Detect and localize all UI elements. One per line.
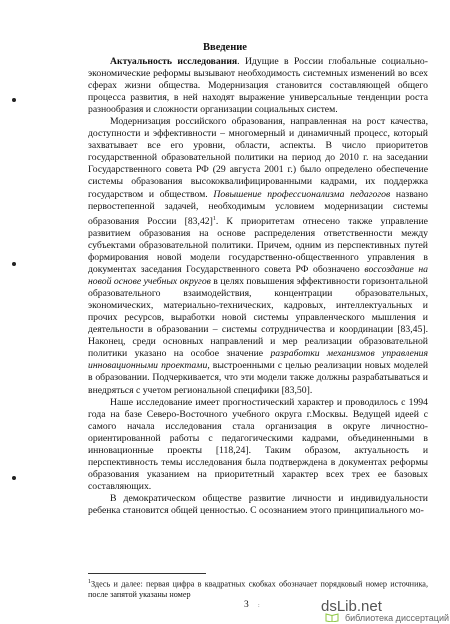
watermark-brand: dsLib.net <box>321 598 382 615</box>
margin-dot <box>12 262 16 266</box>
page-number: 3 <box>244 600 249 610</box>
book-icon <box>325 613 339 622</box>
paragraph-text: Модернизация российского образования, направленная на рост качества, доступности и эффективности – многомерный и динамичный процесс, который захватывает все его уровни, области, аспекты. В число приоритетов государственной образовательной политики на период до 2010 г. на заседании Государственного совета РФ (29 августа 2001 г.) было определено обеспечение системы образования высококвалифицированными кадрами, их поддержка государством и обществом. <box>88 116 428 200</box>
body-text <box>88 56 428 517</box>
footnote-text: Здесь и далее: первая цифра в квадратных скобках обозначает порядковый номер источника, после запятой указаны номер <box>88 579 428 600</box>
margin-dot <box>12 98 16 102</box>
watermark-tagline: библиотека диссертаций <box>345 613 450 623</box>
paragraph-text: в целях повышения эффективности горизонтальной образовательного взаимодействия, концентрации образовательных, экономических, материально-технических, кадровых, интеллектуальных и прочих ресурсов, выработки новой системы управленческого мышления и деятельности в образовании – системы сотрудничества и координации [83,45]. Наконец, среди основных направлений и мер реализации образовательной политики указано на особое значение <box>88 276 428 360</box>
footnote-separator <box>88 573 206 574</box>
footnote-mark: 1 <box>88 579 91 585</box>
italic-phrase: Повышение профессионализма педагогов <box>213 188 391 200</box>
page-title: Введение <box>203 42 247 53</box>
paragraph <box>88 397 428 493</box>
paragraph-text: названо первостепенной задачей, необходимым условием модернизации системы образования России [83,42] <box>88 188 428 227</box>
paragraph-lead: Актуальность исследования <box>110 56 238 67</box>
watermark-logo[interactable] <box>321 598 450 624</box>
italic-phrase: разработки механизмов управления инновационными проектами <box>88 348 428 372</box>
paragraph-text: , выстроенными с целью реализации новых моделей в образовании. Подчеркивается, что эти модели также должны разрабатываться и внедряться с учетом региональной специфики [83,50]. <box>88 360 428 396</box>
margin-dot <box>12 476 16 480</box>
paragraph-text: В демократическом обществе развитие личности и индивидуальности ребенка становится общей ценностью. С осознанием этого принципиального мо- <box>88 492 428 516</box>
paragraph-text: . Идущие в России глобальные социально-экономические реформы вызывают необходимость системных изменений во всех сферах жизни общества. Модернизация становится составляющей общего процесса развития, в ней находят выражение универсальные тенденции роста разнообразия и сложности организации социальных систем. <box>88 56 428 116</box>
paragraph <box>88 116 428 396</box>
paragraph <box>88 56 428 116</box>
italic-phrase: воссоздание на новой основе учебных округов <box>88 264 428 288</box>
paragraph-text: Наше исследование имеет прогностический характер и проводилось с 1994 года на базе Северо-Восточного учебного округа г.Москвы. Ведущей идеей с самого начала исследования стала организация в округе личностно-ориентированной работы с педагогическими кадрами, объединенными в инновационные проекты [118,24]. Таким образом, актуальность и перспективность темы исследования была подтверждена в документах реформы образования указанием на приоритетный характер всех трех ее базовых составляющих. <box>88 396 428 492</box>
footnote-ref: 1 <box>212 215 216 222</box>
paragraph <box>88 493 428 517</box>
paragraph-text: . К приоритетам отнесено также управление развитием образования на основе распределения ответственности между субъектами образовательной политики. Причем, одним из перспективных путей формирования новой модели государственно-общественного управления в документах заседания Государственного совета РФ обозначено <box>88 215 428 276</box>
page-number-mark: : <box>258 603 260 609</box>
